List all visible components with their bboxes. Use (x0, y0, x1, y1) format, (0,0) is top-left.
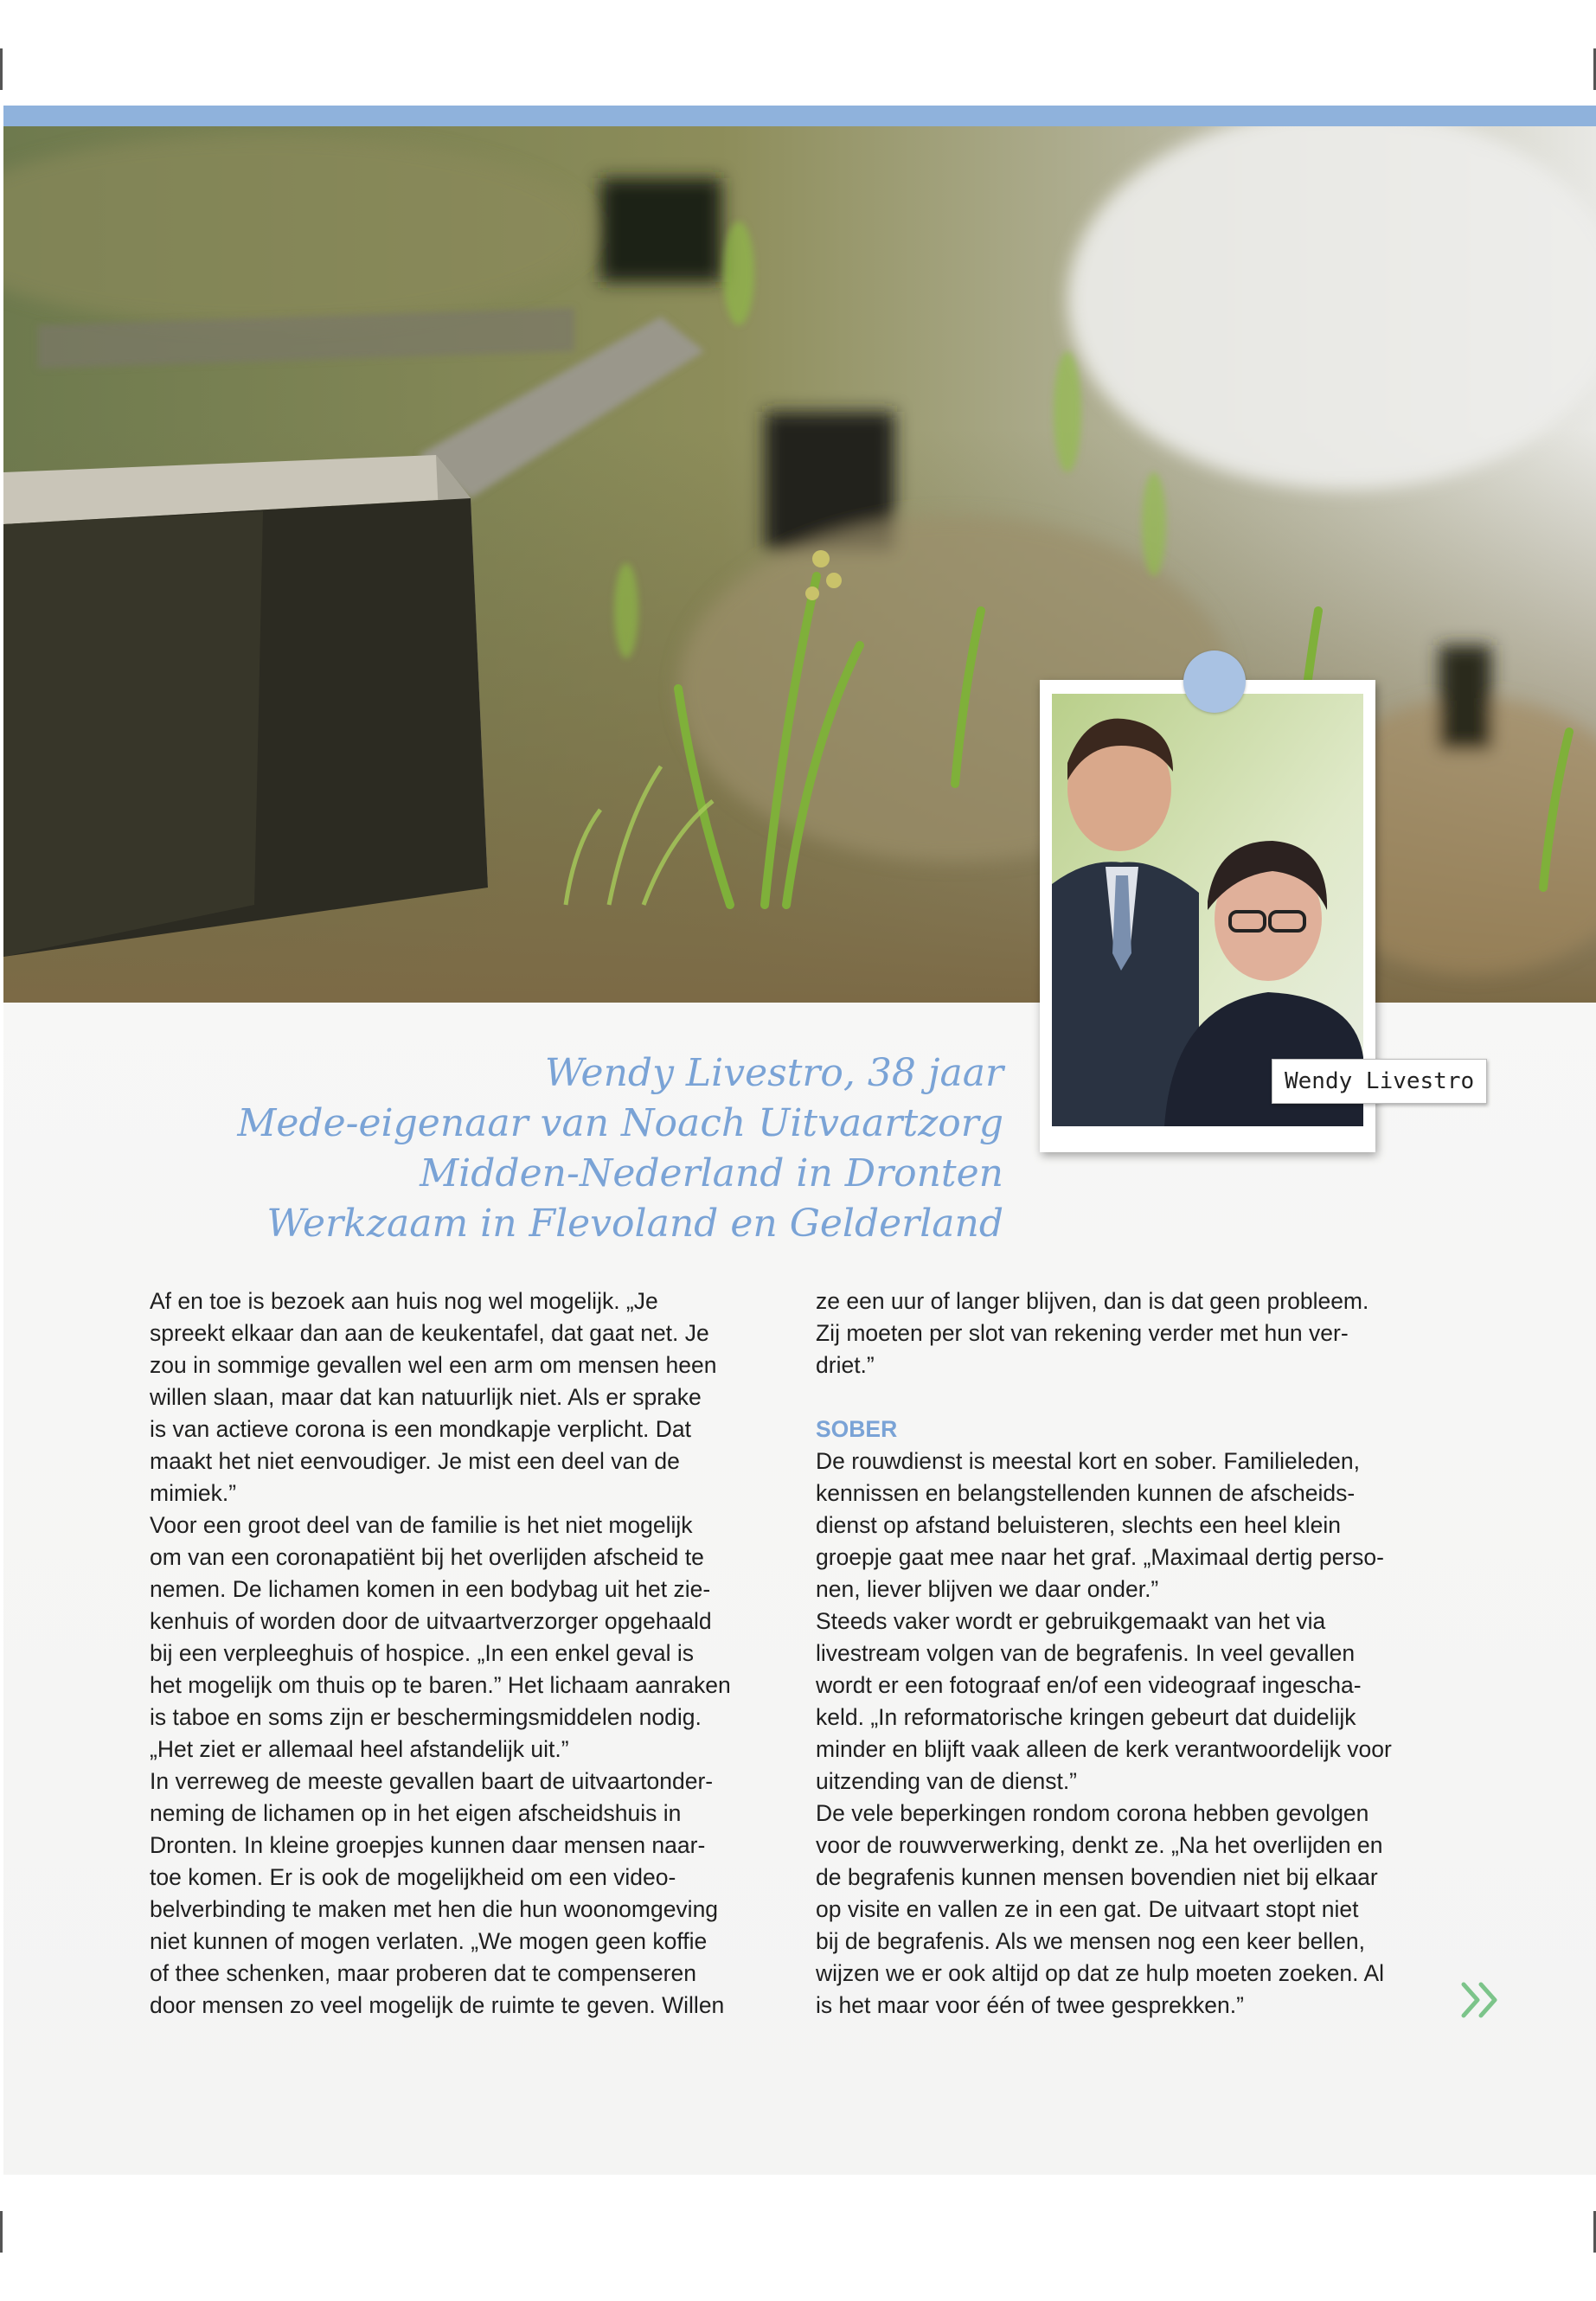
text-line: nemen. De lichamen komen in een bodybag uit het zie- (150, 1576, 711, 1602)
text-line: belverbinding te maken met hen die hun woonomgeving (150, 1896, 719, 1922)
article-left-column (150, 1285, 807, 2022)
text-line: mimiek.” (150, 1480, 237, 1506)
text-line: bij een verpleeghuis of hospice. „In een enkel geval is (150, 1640, 695, 1666)
accent-bar (3, 106, 1596, 126)
text-line: Zij moeten per slot van rekening verder met hun ver- (816, 1320, 1349, 1346)
text-line: op visite en vallen ze in een gat. De uitvaart stopt niet (816, 1896, 1359, 1922)
intro-line: Werkzaam in Flevoland en Gelderland (266, 1202, 1003, 1246)
text-line: „Het ziet er allemaal heel afstandelijk uit.” (150, 1736, 569, 1762)
text-line: is het maar voor één of twee gesprekken.” (816, 1992, 1244, 2018)
intro-line: Mede-eigenaar van Noach Uitvaartzorg (237, 1101, 1003, 1145)
crop-mark-top-left (0, 48, 3, 90)
text-line: kennissen en belangstellenden kunnen de afscheids- (816, 1480, 1356, 1506)
text-line: In verreweg de meeste gevallen baart de uitvaartonder- (150, 1768, 714, 1794)
text-line: wordt er een fotograaf en/of een videograaf ingescha- (816, 1672, 1362, 1698)
text-line: Dronten. In kleine groepjes kunnen daar mensen naar- (150, 1832, 706, 1858)
text-line: wijzen we er ook altijd op dat ze hulp moeten zoeken. Al (816, 1960, 1385, 1986)
text-line: spreekt elkaar dan aan de keukentafel, dat gaat net. Je (150, 1320, 709, 1346)
article-right-column (816, 1285, 1473, 2022)
text-line: is taboe en soms zijn er beschermingsmiddelen nodig. (150, 1704, 702, 1730)
text-line: nen, liever blijven we daar onder.” (816, 1576, 1159, 1602)
text-line: willen slaan, maar dat kan natuurlijk niet. Als er sprake (150, 1384, 702, 1410)
text-line: om van een coronapatiënt bij het overlijden afscheid te (150, 1544, 704, 1570)
text-line: ze een uur of langer blijven, dan is dat geen probleem. (816, 1288, 1369, 1314)
text-line: uitzending van de dienst.” (816, 1768, 1078, 1794)
text-line: voor de rouwverwerking, denkt ze. „Na het overlijden en (816, 1832, 1383, 1858)
text-line: dienst op afstand beluisteren, slechts een heel klein (816, 1512, 1341, 1538)
text-line: het mogelijk om thuis op te baren.” Het lichaam aanraken (150, 1672, 731, 1698)
text-line: door mensen zo veel mogelijk de ruimte te geven. Willen (150, 1992, 725, 2018)
text-line: toe komen. Er is ook de mogelijkheid om een video- (150, 1864, 676, 1890)
intro-line: Midden-Nederland in Dronten (420, 1151, 1003, 1195)
text-line: De vele beperkingen rondom corona hebben gevolgen (816, 1800, 1369, 1826)
photo-caption: Wendy Livestro (1272, 1059, 1487, 1104)
text-line: bij de begrafenis. Als we mensen nog een keer bellen, (816, 1928, 1365, 1954)
text-line: is van actieve corona is een mondkapje verplicht. Dat (150, 1416, 692, 1442)
text-line: neming de lichamen op in het eigen afscheidshuis in (150, 1800, 682, 1826)
text-line: minder en blijft vaak alleen de kerk verantwoordelijk voor (816, 1736, 1392, 1762)
text-line: Steeds vaker wordt er gebruikgemaakt van het via (816, 1608, 1326, 1634)
text-line: keld. „In reformatorische kringen gebeurt dat duidelijk (816, 1704, 1356, 1730)
text-line: de begrafenis kunnen mensen bovendien niet bij elkaar (816, 1864, 1378, 1890)
text-line: maakt het niet eenvoudiger. Je mist een deel van de (150, 1448, 680, 1474)
text-line: niet kunnen of mogen verlaten. „We mogen geen koffie (150, 1928, 708, 1954)
text-line: livestream volgen van de begrafenis. In veel gevallen (816, 1640, 1356, 1666)
crop-mark-bottom-left (0, 2211, 3, 2253)
section-subhead: SOBER (816, 1416, 898, 1442)
intro-line: Wendy Livestro, 38 jaar (544, 1051, 1003, 1095)
text-line: De rouwdienst is meestal kort en sober. Familieleden, (816, 1448, 1360, 1474)
intro-block (208, 1048, 1003, 1249)
text-line: zou in sommige gevallen wel een arm om mensen heen (150, 1352, 717, 1378)
text-line: driet.” (816, 1352, 875, 1378)
pushpin (1183, 651, 1246, 713)
double-chevron-right-icon[interactable] (1460, 1981, 1502, 2019)
text-line: groepje gaat mee naar het graf. „Maximaal dertig perso- (816, 1544, 1384, 1570)
text-line: kenhuis of worden door de uitvaartverzorger opgehaald (150, 1608, 712, 1634)
text-line: Af en toe is bezoek aan huis nog wel mogelijk. „Je (150, 1288, 658, 1314)
text-line: Voor een groot deel van de familie is het niet mogelijk (150, 1512, 693, 1538)
text-line: of thee schenken, maar proberen dat te compenseren (150, 1960, 696, 1986)
